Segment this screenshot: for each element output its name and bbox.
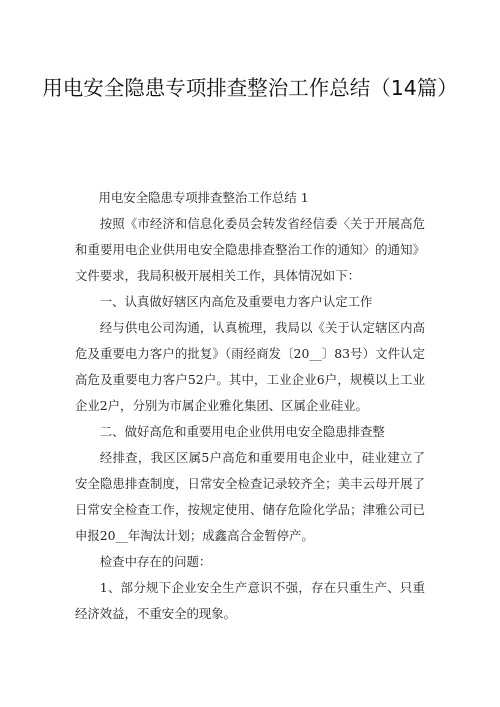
body-paragraph: 经排查，我区区属5户高危和重要用电企业中，硅业建立了安全隐患排查制度，日常安全检查记录较齐全；美丰云母开展了日常安全检查工作，按规定使用、储存危险化学品；津雅公司已申报20__年淘汰计划；成鑫高合金暂停产。 [75,450,425,543]
section-heading: 一、认真做好辖区内高危及重要电力客户认定工作 [99,294,373,309]
document-body [75,185,425,627]
section-heading: 用电安全隐患专项排查整治工作总结 1 [98,190,309,205]
section-heading: 二、做好高危和重要用电企业供用电安全隐患排查整 [99,424,385,439]
body-paragraph: 按照《市经济和信息化委员会转发省经信委〈关于开展高危和重要用电企业供用电安全隐患排查整治工作的通知〉的通知》文件要求，我局积极开展相关工作，具体情况如下： [75,216,425,283]
document-title: 用电安全隐患专项排查整治工作总结（14篇） [42,76,458,100]
body-paragraph: 1、部分规下企业安全生产意识不强，存在只重生产、只重经济效益，不重安全的现象。 [75,580,425,621]
body-paragraph: 检查中存在的问题： [99,554,212,569]
body-paragraph: 经与供电公司沟通，认真梳理，我局以《关于认定辖区内高危及重要电力客户的批复》（雨经商发〔20__〕83号）文件认定高危及重要电力客户52户。其中，工业企业6户，规模以上工业企业2户，分别为市属企业雅化集团、区属企业硅业。 [75,320,425,413]
